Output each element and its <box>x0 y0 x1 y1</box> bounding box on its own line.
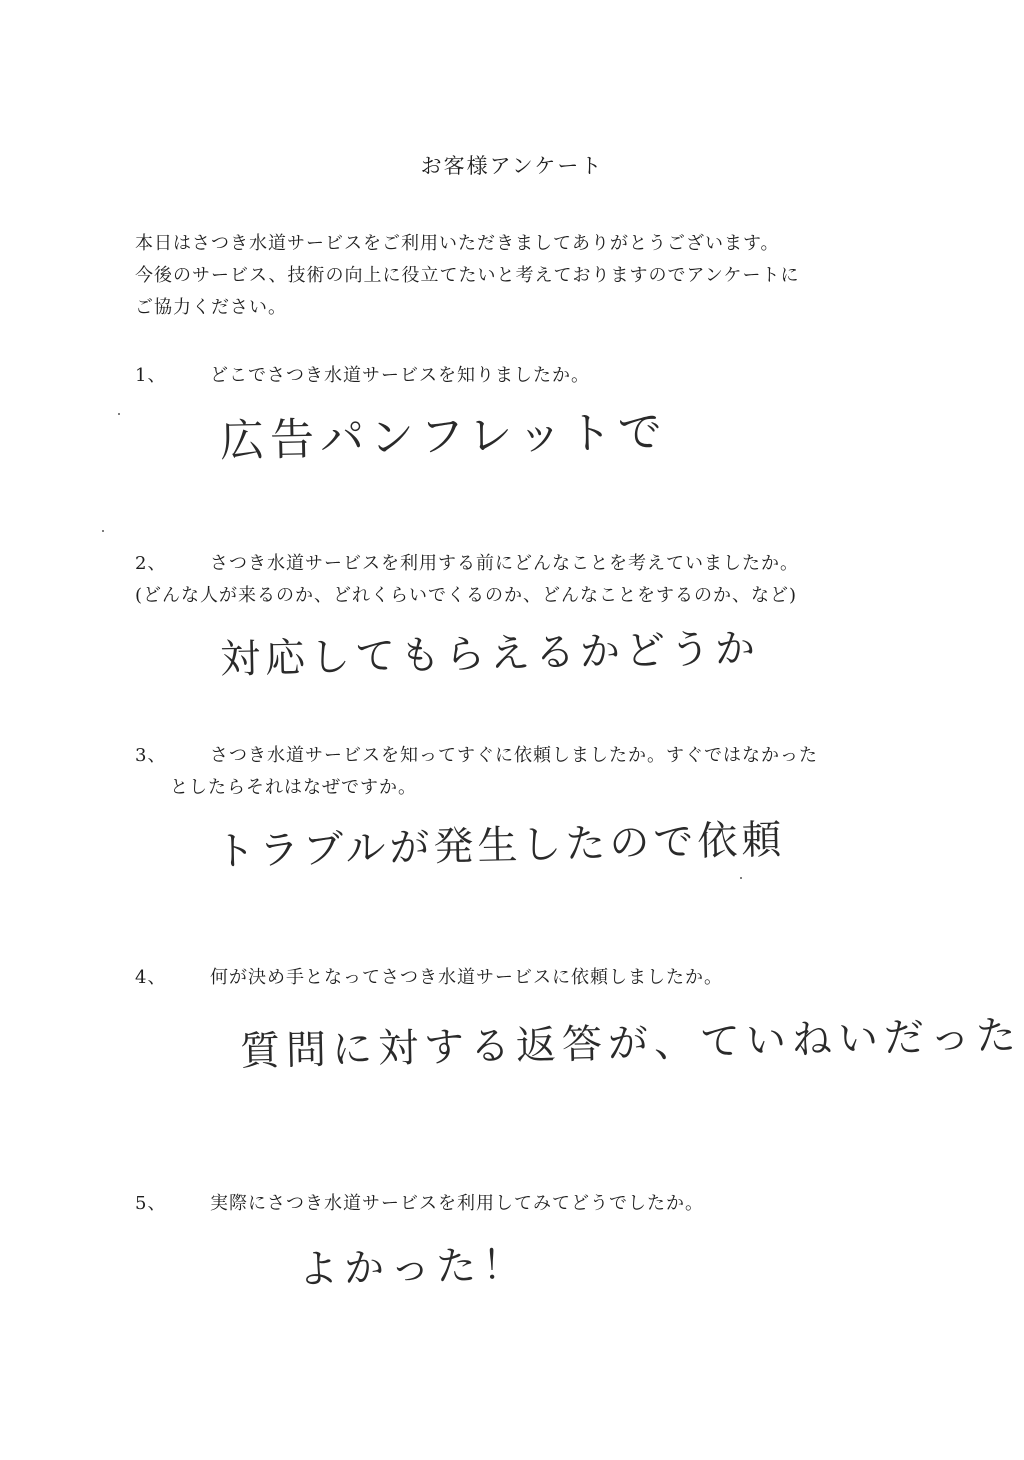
question-text: さつき水道サービスを利用する前にどんなことを考えていましたか。 <box>210 553 799 574</box>
question-text: 実際にさつき水道サービスを利用してみてどうでしたか。 <box>210 1193 704 1214</box>
question-subtext: (どんな人が来るのか、どれくらいでくるのか、どんなことをするのか、など) <box>135 585 798 606</box>
question-number: 5、 <box>135 1193 167 1214</box>
question-3 <box>135 740 818 804</box>
page-title: お客様アンケート <box>420 154 604 178</box>
answer-4-handwritten: 質問に対する返答が、ていねいだった <box>239 1012 1023 1075</box>
answer-3-handwritten: トラブルが発生したので依頼 <box>214 817 786 875</box>
question-number: 1、 <box>135 365 167 386</box>
question-text: どこでさつき水道サービスを知りましたか。 <box>210 365 590 386</box>
intro-line: ご協力ください。 <box>135 297 287 318</box>
intro-paragraph <box>135 228 915 324</box>
answer-2-handwritten: 対応してもらえるかどうか <box>219 625 761 683</box>
question-2 <box>135 548 799 612</box>
intro-line: 今後のサービス、技術の向上に役立てたいと考えておりますのでアンケートに <box>135 265 800 286</box>
question-4 <box>135 962 723 994</box>
intro-line: 本日はさつき水道サービスをご利用いただきましてありがとうございます。 <box>135 233 780 254</box>
question-number: 2、 <box>135 553 167 574</box>
question-text: さつき水道サービスを知ってすぐに依頼しましたか。すぐではなかった <box>210 745 818 766</box>
answer-5-handwritten: よかった！ <box>297 1242 529 1293</box>
scan-speck <box>118 413 120 415</box>
question-number: 3、 <box>135 745 167 766</box>
scan-speck <box>102 530 104 532</box>
question-number: 4、 <box>135 967 167 988</box>
question-text-continued: としたらそれはなぜですか。 <box>170 777 417 798</box>
question-1 <box>135 360 590 392</box>
question-5 <box>135 1188 704 1220</box>
question-text: 何が決め手となってさつき水道サービスに依頼しましたか。 <box>210 967 723 988</box>
scan-speck <box>740 877 742 879</box>
answer-1-handwritten: 広告パンフレットで <box>219 406 669 467</box>
